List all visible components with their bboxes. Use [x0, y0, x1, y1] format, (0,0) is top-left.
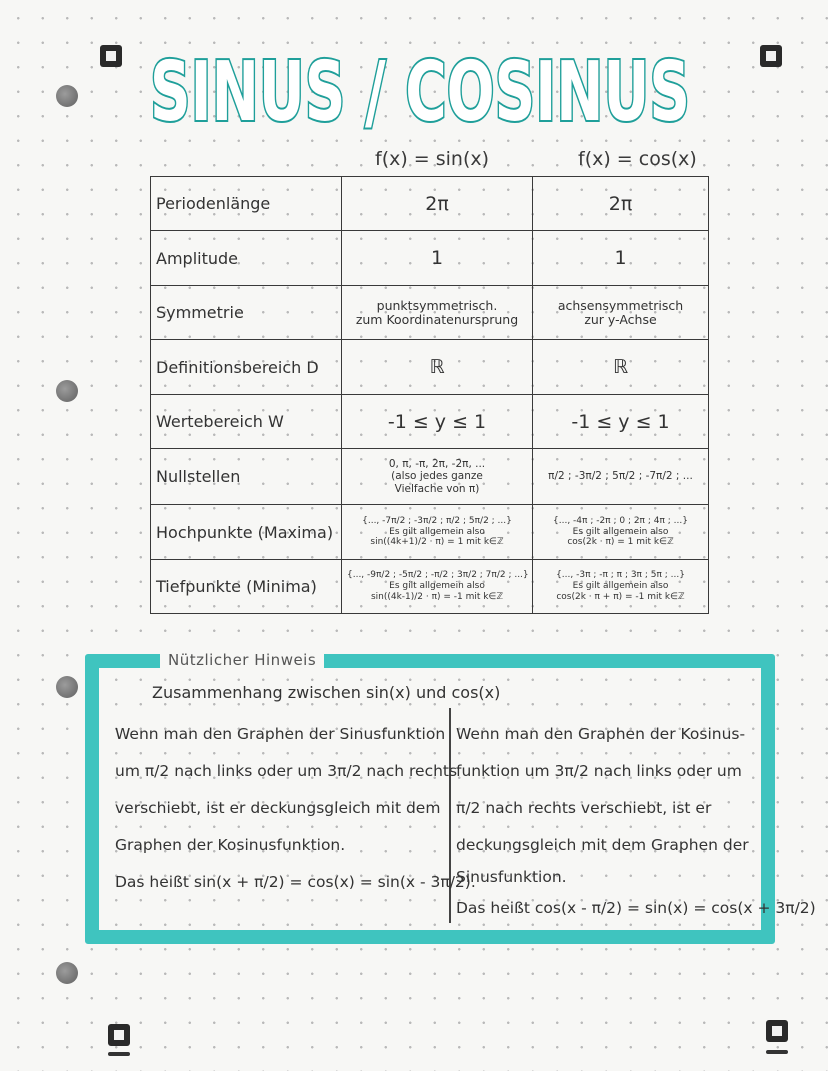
- row-label: Definitionsbereich D: [151, 340, 342, 395]
- hint-line: Wenn man den Graphen der Sinusfunktion: [115, 725, 446, 743]
- sin-value: punktsymmetrisch. zum Koordinatenursprung: [342, 286, 533, 340]
- row-label: Nullstellen: [151, 449, 342, 505]
- page-title: [140, 8, 700, 148]
- cos-value: 2π: [533, 177, 709, 231]
- cos-value: {..., -3π ; -π ; π ; 3π ; 5π ; ...} Es gilt allgemein also cos(2k · π + π) = -1 mit k∈ℤ: [533, 560, 709, 614]
- page-mark: [766, 1050, 788, 1054]
- row-label: Amplitude: [151, 231, 342, 286]
- table-row: [151, 177, 709, 231]
- corner-marker-icon: [766, 1020, 788, 1042]
- punch-hole: [56, 380, 78, 402]
- corner-marker-icon: [760, 45, 782, 67]
- row-label: Periodenlänge: [151, 177, 342, 231]
- table-row: [151, 395, 709, 449]
- hint-line: Das heißt sin(x + π/2) = cos(x) = sin(x - 3π/2).: [115, 873, 476, 891]
- hint-line: Das heißt cos(x - π/2) = sin(x) = cos(x + 3π/2): [456, 899, 816, 917]
- table-row: [151, 505, 709, 560]
- page-title-text: SINUS / COSINUS: [150, 45, 690, 140]
- punch-hole: [56, 962, 78, 984]
- cos-value: achsensymmetrisch zur y-Achse: [533, 286, 709, 340]
- hint-line: um π/2 nach links oder um 3π/2 nach rechts: [115, 762, 458, 780]
- sin-value: 2π: [342, 177, 533, 231]
- sin-value: {..., -7π/2 ; -3π/2 ; π/2 ; 5π/2 ; ...} Es gilt allgemein also sin((4k+1)/2 · π) = 1 mit k∈ℤ: [342, 505, 533, 560]
- sin-column-header: f(x) = sin(x): [375, 148, 490, 170]
- hint-label: Nützlicher Hinweis: [160, 651, 324, 669]
- cos-value: {..., -4π ; -2π ; 0 ; 2π ; 4π ; ...} Es gilt allgemein also cos(2k · π) = 1 mit k∈ℤ: [533, 505, 709, 560]
- cos-value: 1: [533, 231, 709, 286]
- punch-hole: [56, 676, 78, 698]
- sin-value: ℝ: [342, 340, 533, 395]
- cos-value: π/2 ; -3π/2 ; 5π/2 ; -7π/2 ; ...: [533, 449, 709, 505]
- hint-line: π/2 nach rechts verschiebt, ist er: [456, 799, 712, 817]
- cos-value: -1 ≤ y ≤ 1: [533, 395, 709, 449]
- hint-line: verschiebt, ist er deckungsgleich mit dem: [115, 799, 441, 817]
- hint-title: Zusammenhang zwischen sin(x) und cos(x): [152, 683, 501, 702]
- page-mark: [108, 1052, 130, 1056]
- table-row: [151, 231, 709, 286]
- hint-line: Wenn man den Graphen der Kosinus-: [456, 725, 746, 743]
- hint-left-column: [115, 716, 476, 901]
- cos-value: ℝ: [533, 340, 709, 395]
- table-row: [151, 340, 709, 395]
- punch-hole: [56, 85, 78, 107]
- properties-table: [150, 176, 709, 614]
- row-label: Symmetrie: [151, 286, 342, 340]
- row-label: Hochpunkte (Maxima): [151, 505, 342, 560]
- hint-right-column: [456, 716, 816, 927]
- sin-value: -1 ≤ y ≤ 1: [342, 395, 533, 449]
- sin-value: 0, π, -π, 2π, -2π, ... (also jedes ganze Vielfache von π): [342, 449, 533, 505]
- hint-line: funktion um 3π/2 nach links oder um: [456, 762, 742, 780]
- table-row: [151, 560, 709, 614]
- row-label: Tiefpunkte (Minima): [151, 560, 342, 614]
- sin-value: 1: [342, 231, 533, 286]
- row-label: Wertebereich W: [151, 395, 342, 449]
- table-row: [151, 449, 709, 505]
- hint-line: Graphen der Kosinusfunktion.: [115, 836, 346, 854]
- table-row: [151, 286, 709, 340]
- hint-line: deckungsgleich mit dem Graphen der: [456, 836, 749, 854]
- cos-column-header: f(x) = cos(x): [578, 148, 697, 170]
- corner-marker-icon: [108, 1024, 130, 1046]
- corner-marker-icon: [100, 45, 122, 67]
- sin-value: {..., -9π/2 ; -5π/2 ; -π/2 ; 3π/2 ; 7π/2 ; ...} Es gilt allgemein also sin((4k-1)/2 · π) = -1 mit k∈ℤ: [342, 560, 533, 614]
- hint-line: Sinusfunktion.: [456, 868, 567, 886]
